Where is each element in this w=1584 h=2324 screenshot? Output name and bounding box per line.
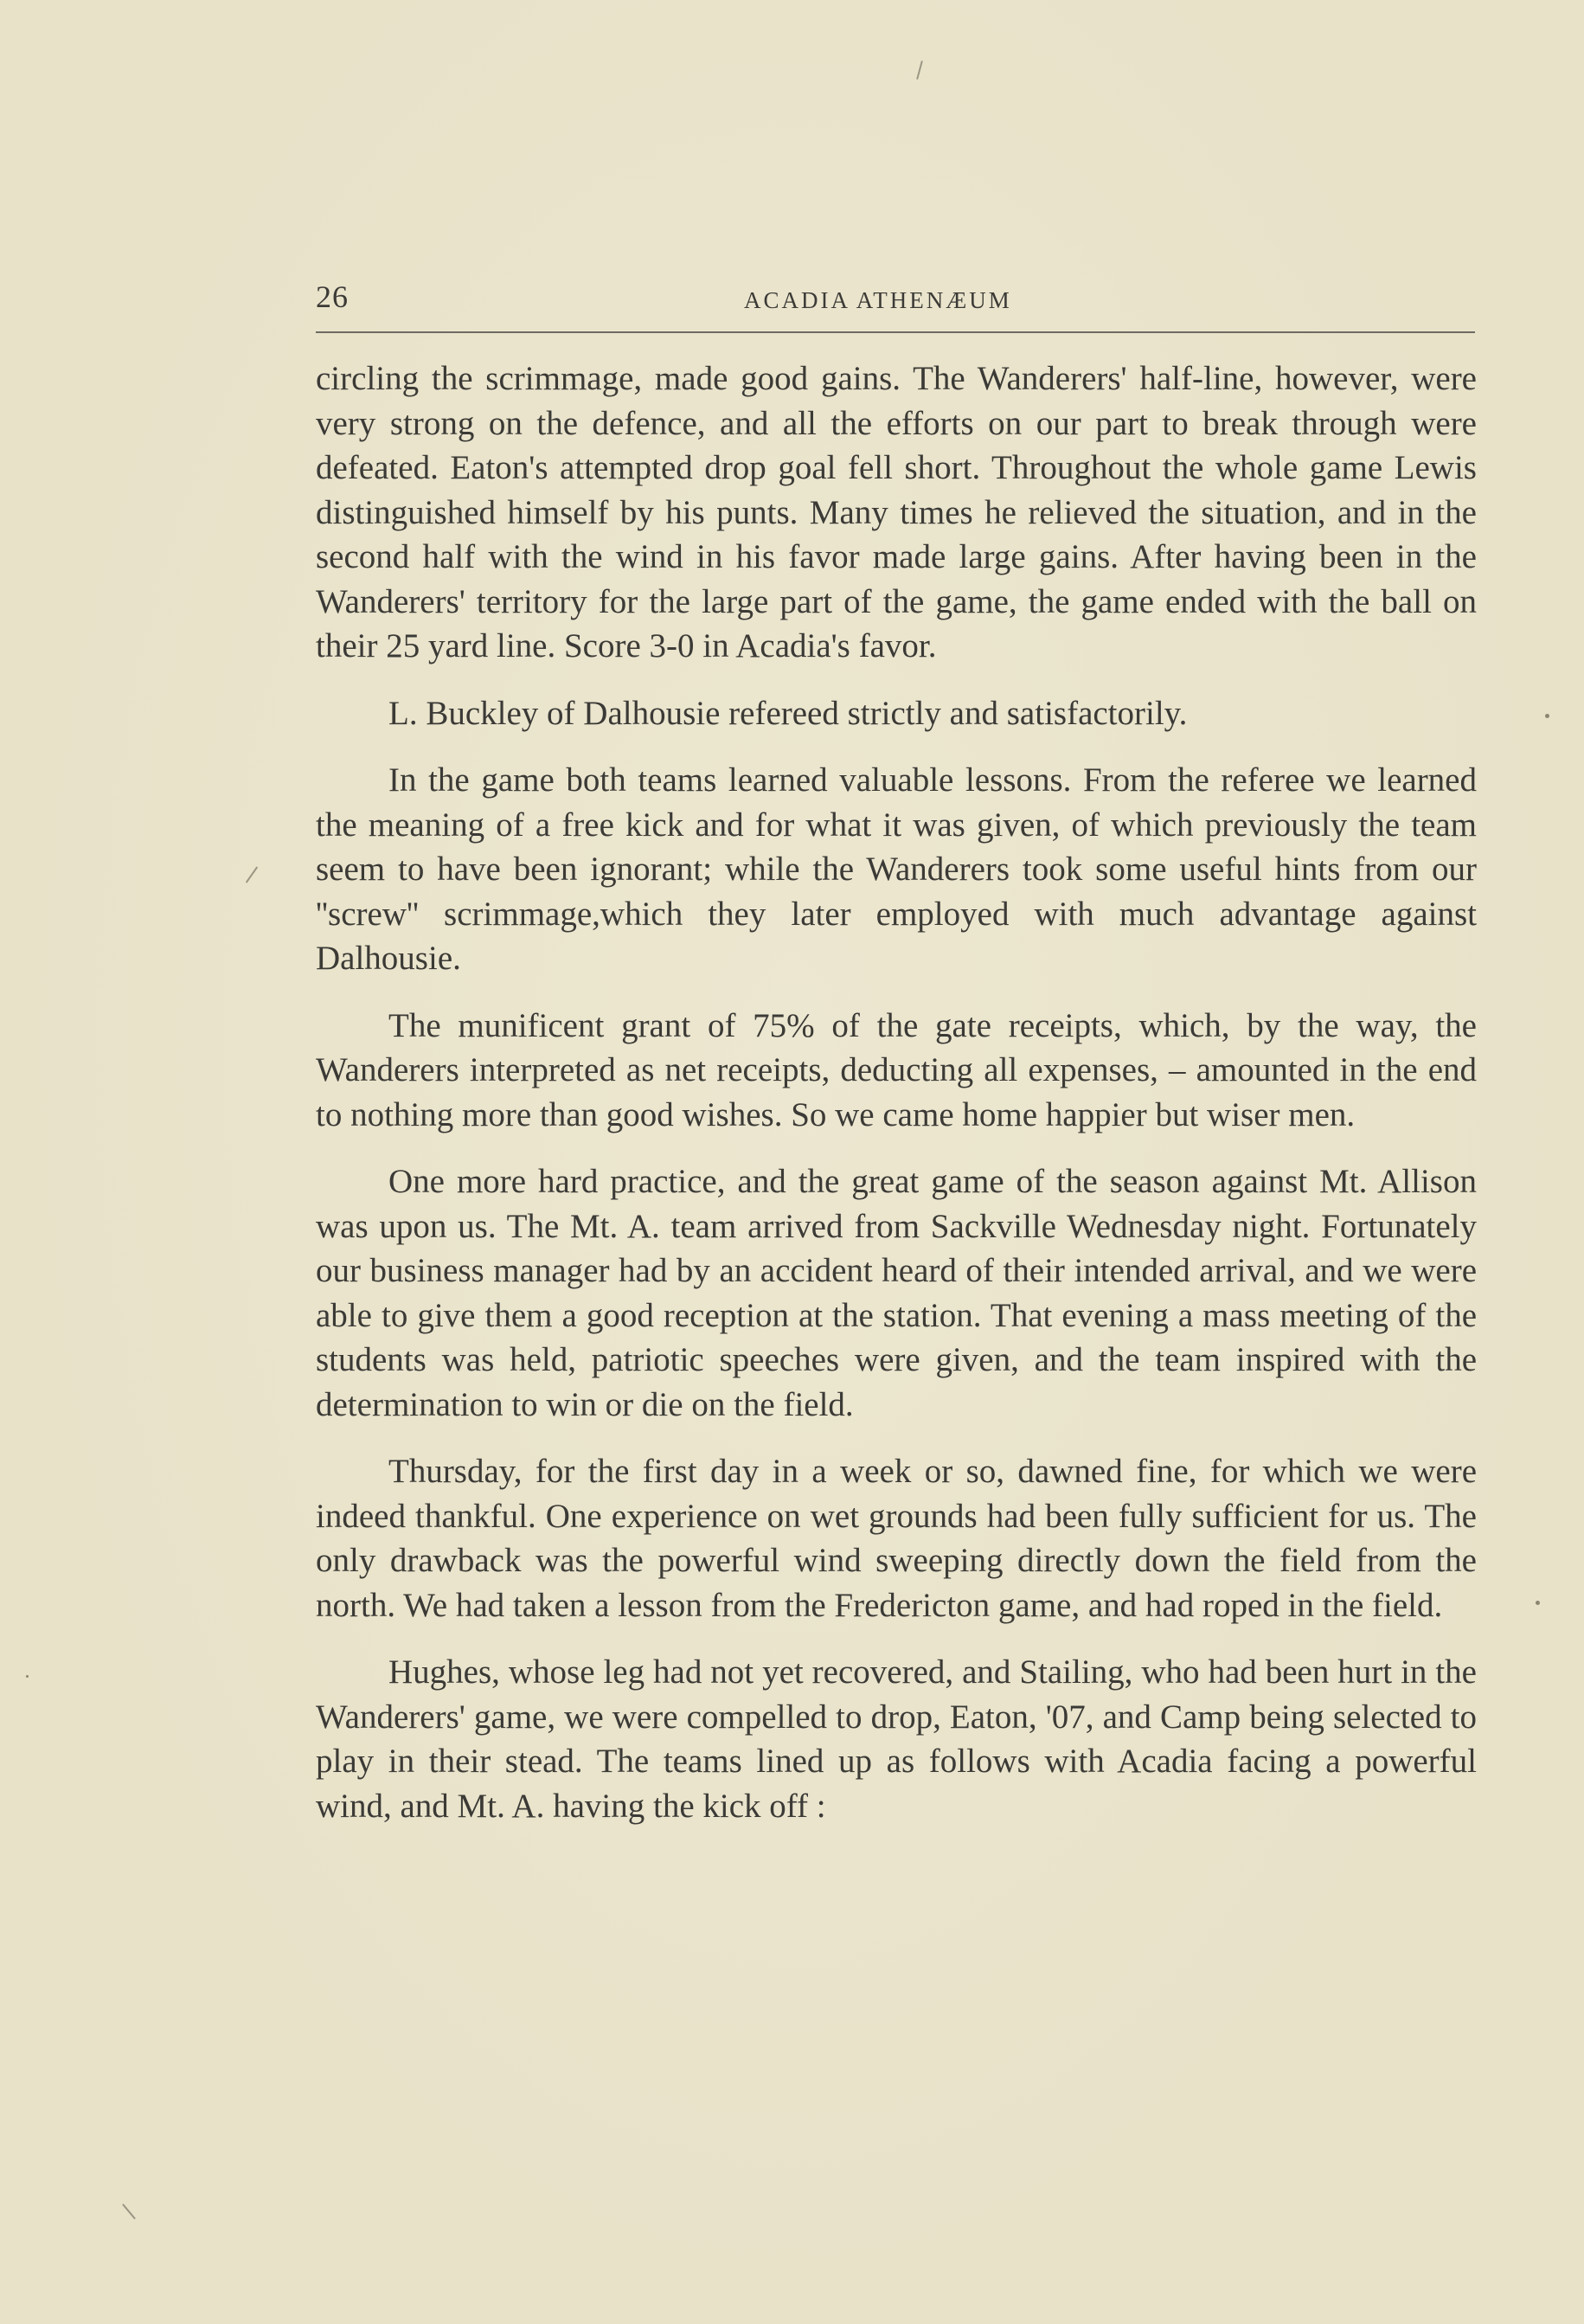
paper-mark	[246, 866, 258, 883]
page-header	[316, 279, 1475, 331]
running-title: ACADIA ATHENÆUM	[744, 287, 1012, 313]
article-body	[316, 356, 1477, 1851]
header-rule	[316, 331, 1475, 333]
paragraph-continuation: circling the scrimmage, made good gains. The Wanderers' half-line, however, were very strong on the defence, and all the efforts on our part to break through were defeated. Eaton's attempted drop goal fell short. Throughout the whole game Lewis distinguished himself by his punts. Many times he relieved the situation, and in the second half with the wind in his favor made large gains. After having been in the Wanderers' territory for the large part of the game, the game ended with the ball on their 25 yard line. Score 3-0 in Acadia's favor.	[316, 360, 1477, 664]
paragraph-thursday: Thursday, for the first day in a week or so, dawned fine, for which we were indeed thankful. One experience on wet grounds had been fully sufficient for us. The only drawback was the powerful wind sweeping directly down the field from the north. We had taken a lesson from the Fredericton game, and had roped in the field.	[316, 1453, 1477, 1624]
paragraph-mt-allison: One more hard practice, and the great game of the season against Mt. Allison was upon us. The Mt. A. team arrived from Sackville Wednesday night. Fortunately our business manager had by an accident heard of their intended arrival, and we were able to give them a good reception at the station. That evening a mass meeting of the students was held, patriotic speeches were given, and the team inspired with the determination to win or die on the field.	[316, 1163, 1477, 1423]
paper-speck	[26, 1675, 29, 1678]
paragraph-lineup: Hughes, whose leg had not yet recovered, and Stailing, who had been hurt in the Wanderers' game, we were compelled to drop, Eaton, '07, and Camp being selected to play in their stead. The teams lined up as follows with Acadia facing a powerful wind, and Mt. A. having the kick off :	[316, 1653, 1477, 1825]
paragraph-referee: L. Buckley of Dalhousie refereed strictly and satisfactorily.	[388, 694, 1188, 732]
page-number: 26	[316, 279, 349, 314]
paper-mark	[122, 2204, 136, 2219]
paper-speck	[1545, 714, 1549, 718]
paper-speck	[1536, 1601, 1540, 1605]
paragraph-gate-receipts: The munificent grant of 75% of the gate receipts, which, by the way, the Wanderers interpreted as net receipts, deducting all expenses, – amounted in the end to nothing more than good wishes. So we came home happier but wiser men.	[316, 1006, 1477, 1133]
paragraph-lessons: In the game both teams learned valuable lessons. From the referee we learned the meaning of a free kick and for what it was given, of which previously the team seem to have been ignorant; while the Wanderers took some useful hints from our ''screw'' scrimmage,which they later employed with much advantage against Dalhousie.	[316, 761, 1477, 977]
paper-mark	[916, 61, 923, 80]
